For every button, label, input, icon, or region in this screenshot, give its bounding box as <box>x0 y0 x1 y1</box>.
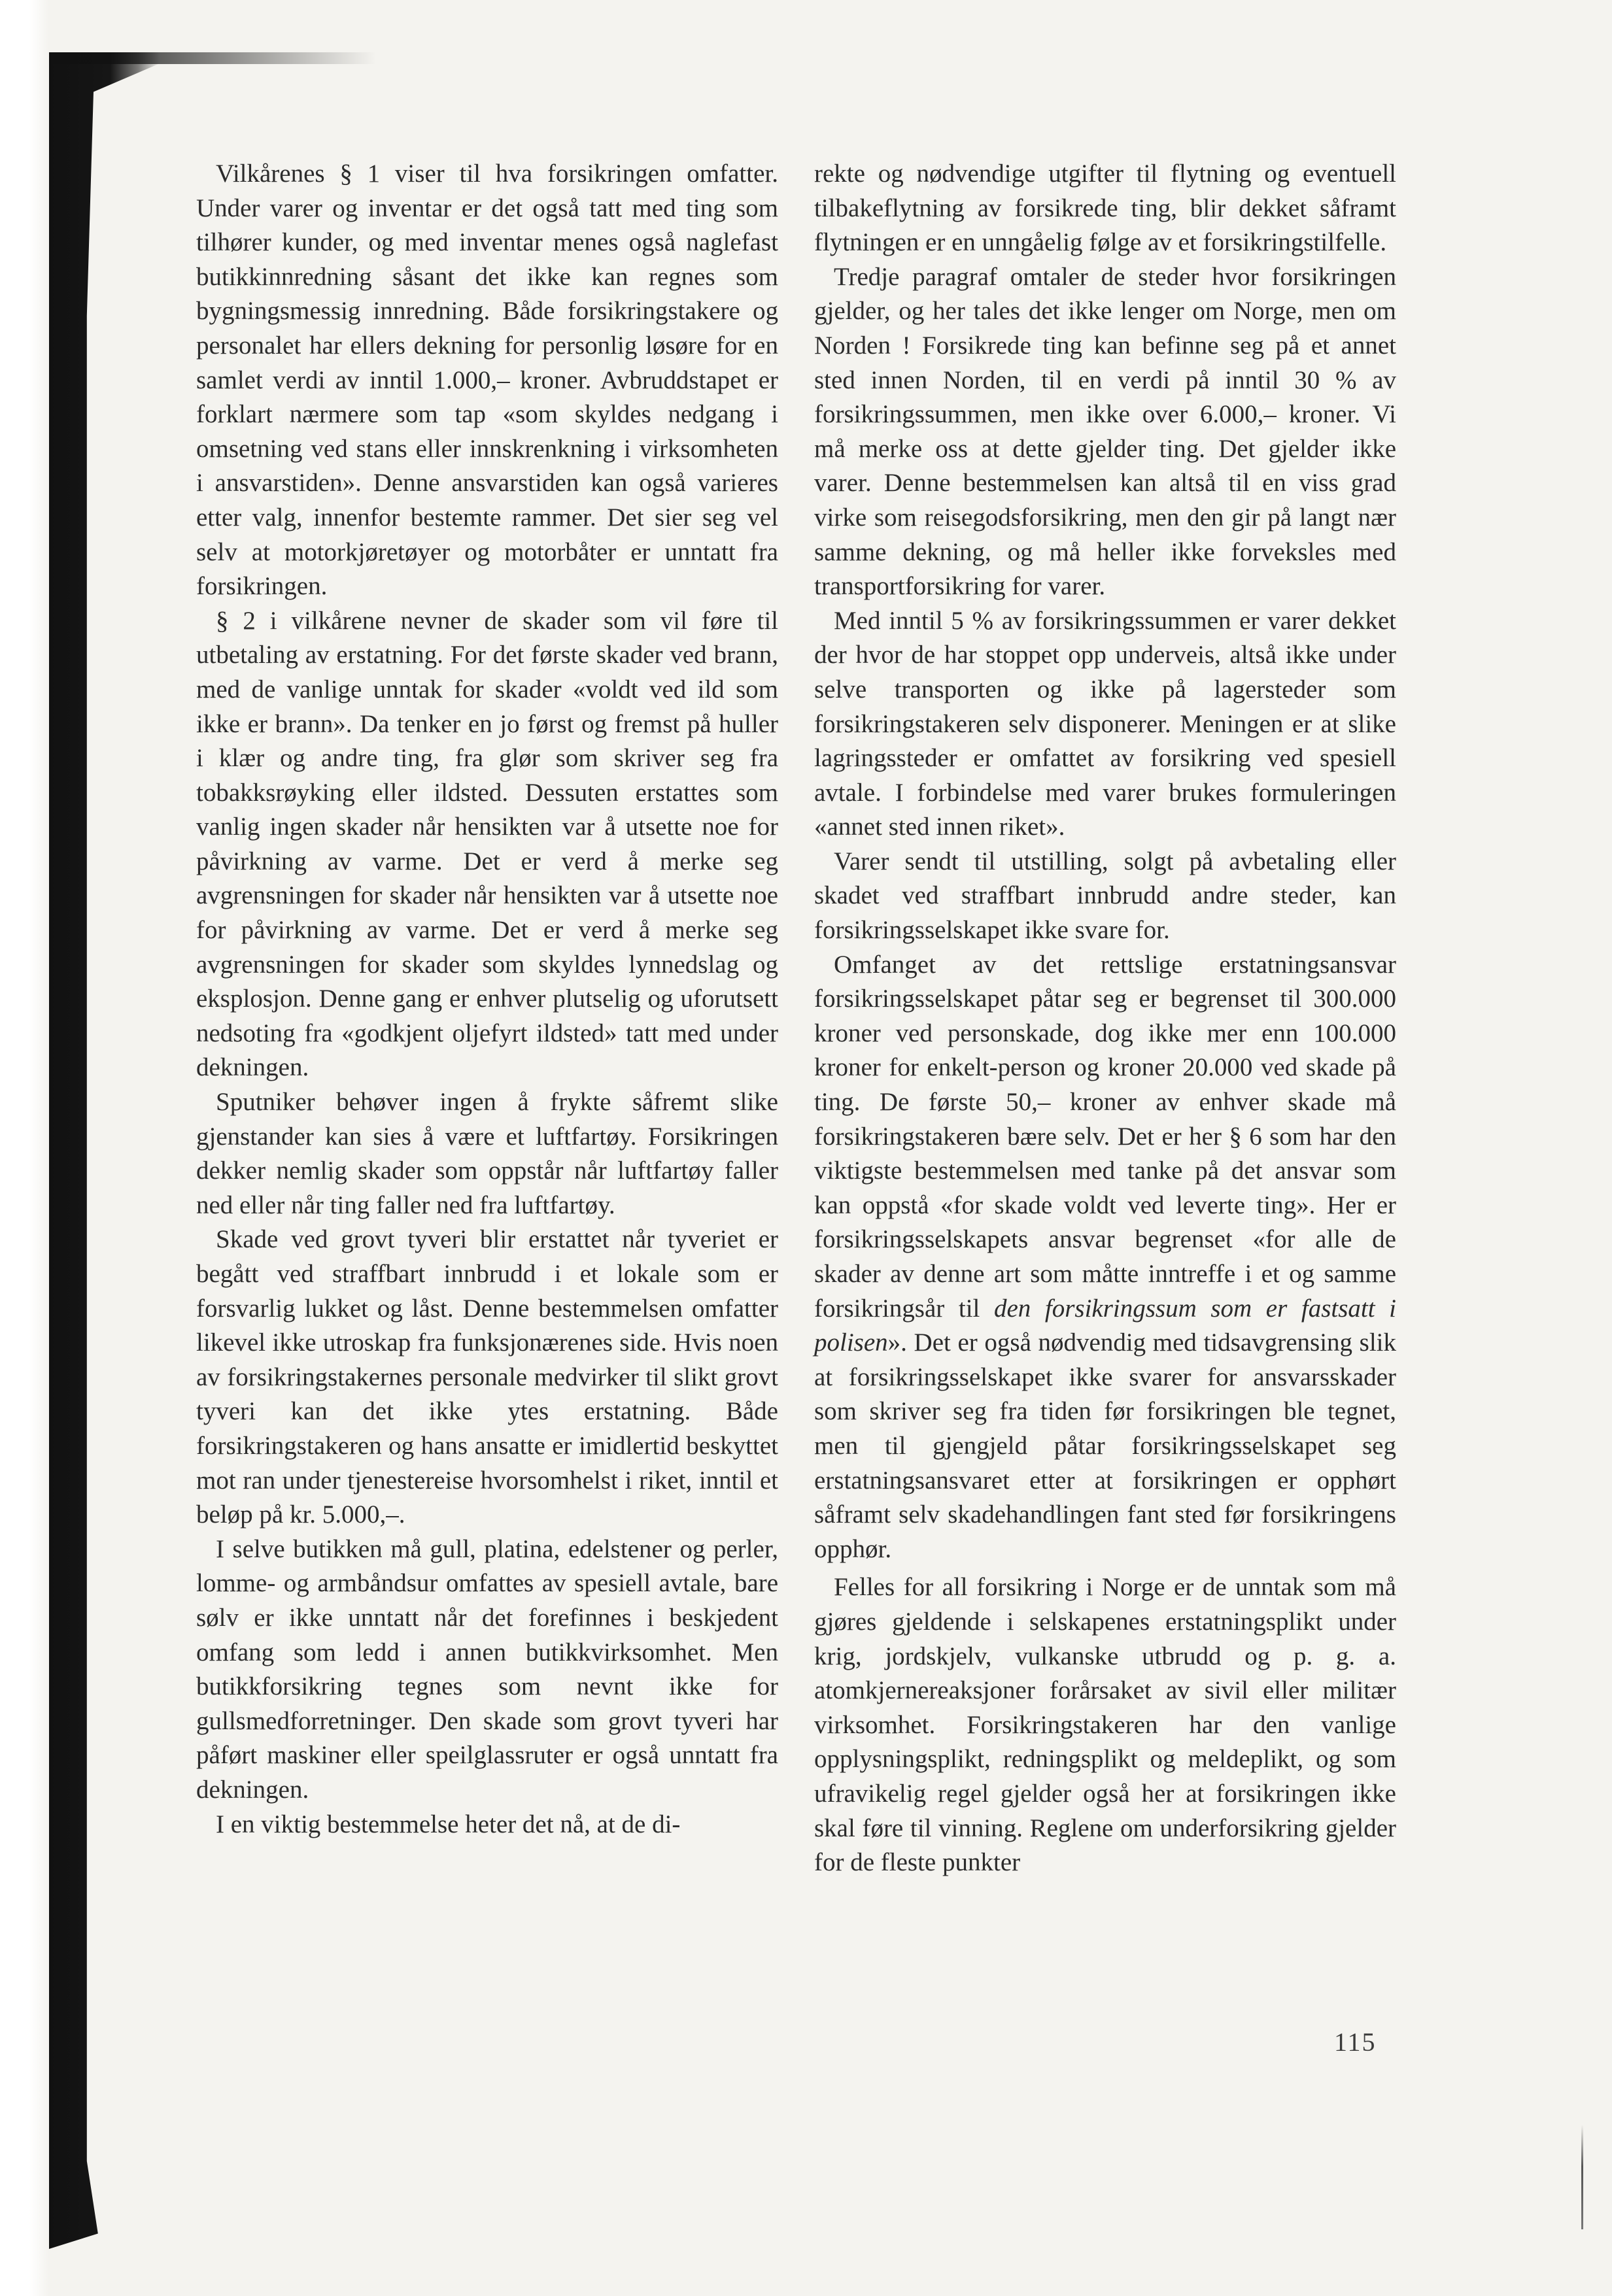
scan-edge-mark <box>1581 2125 1583 2229</box>
paragraph: Vilkårenes § 1 viser til hva forsikringen omfatter. Under varer og inventar er det også tatt med ting som tilhører kunder, og med inventar menes også naglefast butikkinnredning såsant det ikke kan regnes som bygningsmessig innredning. Både forsikringstakere og personalet har ellers dekning for personlig løsøre for en samlet verdi av inntil 1.000,– kroner. Avbruddstapet er forklart nærmere som tap «som skyldes nedgang i omsetning ved stans eller innskrenkning i virksomheten i ansvarstiden». Denne ansvarstiden kan også varieres etter valg, innenfor bestemte rammer. Det sier seg vel selv at motorkjøretøyer og motorbåter er unntatt fra forsikringen. <box>196 160 778 601</box>
paragraph: Skade ved grovt tyveri blir erstattet når tyveriet er begått ved straffbart innbrudd i et lokale som er forsvarlig lukket og låst. Denne bestemmelsen omfatter likevel ikke utroskap fra funksjonærenes side. Hvis noen av forsikringstakernes personale medvirker til slikt grovt tyveri kan det ikke ytes erstatning. Både forsikringstakeren og hans ansatte er imidlertid beskyttet mot ran under tjenestereise hvorsomhelst i riket, inntil et beløp på kr. 5.000,–. <box>196 1225 778 1529</box>
paragraph: § 2 i vilkårene nevner de skader som vil føre til utbetaling av erstatning. For det første skader ved brann, med de vanlige unntak for skader «voldt ved ild som ikke er brann». Da tenker en jo først og fremst på huller i klær og andre ting, fra glør som skriver seg fra tobakksrøyking eller ildsted. Dessuten erstattes som vanlig ingen skader når hensikten var å utsette noe for påvirkning av varme. Det er verd å merke seg avgrensningen for skader når hensikten var å utsette noe for påvirkning av varme. Det er verd å merke seg avgrensningen for skader som skyldes lynnedslag og eksplosjon. Denne gang er enhver plutselig og uforutsett nedsoting fra «godkjent oljefyrt ildsted» tatt med under dekningen. <box>196 606 778 1082</box>
paragraph: Sputniker behøver ingen å frykte såfremt slike gjenstander kan sies å være et luftfartøy. Forsikringen dekker nemlig skader som oppstår når luftfartøy faller ned eller når ting faller ned fra luftfartøy. <box>196 1088 778 1219</box>
paragraph: I en viktig bestemmelse heter det nå, at de di- <box>216 1810 681 1838</box>
paragraph <box>814 948 1396 1567</box>
paragraph: Tredje paragraf omtaler de steder hvor forsikringen gjelder, og her tales det ikke lenger om Norge, men om Norden ! Forsikrede ting kan befinne seg på et annet sted innen Norden, til en verdi på inntil 30 % av forsikringssummen, men ikke over 6.000,– kroner. Vi må merke oss at dette gjelder ting. Det gjelder ikke varer. Denne bestemmelsen kan altså til en viss grad virke som reisegodsforsikring, men den gir på langt nær samme dekning, og må heller ikke forveksles med transportforsikring for varer. <box>814 262 1396 601</box>
paragraph: Felles for all forsikring i Norge er de unntak som må gjøres gjeldende i selskapenes erstatningsplikt under krig, jordskjelv, vulkanske utbrudd og p. g. a. atomkjernereaksjoner forårsaket av sivil eller militær virksomhet. Forsikringstakeren har den vanlige opplysningsplikt, redningsplikt og meldeplikt, og som ufravikelig regel gjelder også her at forsikringen ikke skal føre til vinning. Reglene om underforsikring gjelder for de fleste punkter <box>814 1573 1396 1877</box>
left-column <box>196 157 778 1842</box>
paragraph: rekte og nødvendige utgifter til flytning og eventuell tilbakeflytning av forsikrede ting, blir dekket såframt flytningen er en unngåelig følge av et forsikringstilfelle. <box>814 160 1396 257</box>
scan-top-shadow <box>49 52 376 64</box>
paragraph-text: Omfanget av det rettslige erstatningsansvar forsikringsselskapet påtar seg er begrenset til 300.000 kroner ved personskade, dog ikke mer enn 100.000 kroner for enkelt-person og kroner 20.000 ved skade på ting. De første 50,– kroner av enhver skade må forsikringstakeren bære selv. Det er her § 6 som har den viktigste bestemmelsen med tanke på det ansvar som kan oppstå «for skade voldt ved leverte ting». Her er forsikringsselskapets ansvar begrenset «for alle de skader av denne art som måtte inntreffe i et og samme forsikringsår til <box>814 950 1396 1323</box>
page-number: 115 <box>1334 2027 1377 2057</box>
paragraph-text: ». Det er også nødvendig med tidsavgrensing slik at forsikringsselskapet ikke svarer for ansvarsskader som skriver seg fra tiden før forsikringen ble tegnet, men til gjengjeld påtar forsikringsselskapet seg erstatningsansvaret etter at forsikringen er opphørt såframt selv skadehandlingen fant sted før forsikringens opphør. <box>814 1328 1396 1563</box>
scan-binding-shadow <box>49 52 160 2249</box>
right-column <box>814 157 1396 1880</box>
paragraph: Med inntil 5 % av forsikringssummen er varer dekket der hvor de har stoppet opp underveis, altså ikke under selve transporten og ikke på lagersteder som forsikringstakeren selv disponerer. Meningen er at slike lagringssteder er omfattet av forsikring ved spesiell avtale. I forbindelse med varer brukes formuleringen «annet sted innen riket». <box>814 606 1396 841</box>
paragraph: Varer sendt til utstilling, solgt på avbetaling eller skadet ved straffbart innbrudd andre steder, kan forsikringsselskapet ikke svare for. <box>814 847 1396 945</box>
paragraph: I selve butikken må gull, platina, edelstener og perler, lomme- og armbåndsur omfattes av spesiell avtale, bare sølv er ikke unntatt når det forefinnes i beskjedent omfang som ledd i annen butikkvirksomhet. Men butikkforsikring tegnes som nevnt ikke for gullsmedforretninger. Den skade som grovt tyveri har påført maskiner eller speilglassruter er også unntatt fra dekningen. <box>196 1534 778 1804</box>
scan-margin <box>0 0 49 2296</box>
emphasis-text: den forsikringssum som er fastsatt i polisen <box>814 1294 1396 1357</box>
